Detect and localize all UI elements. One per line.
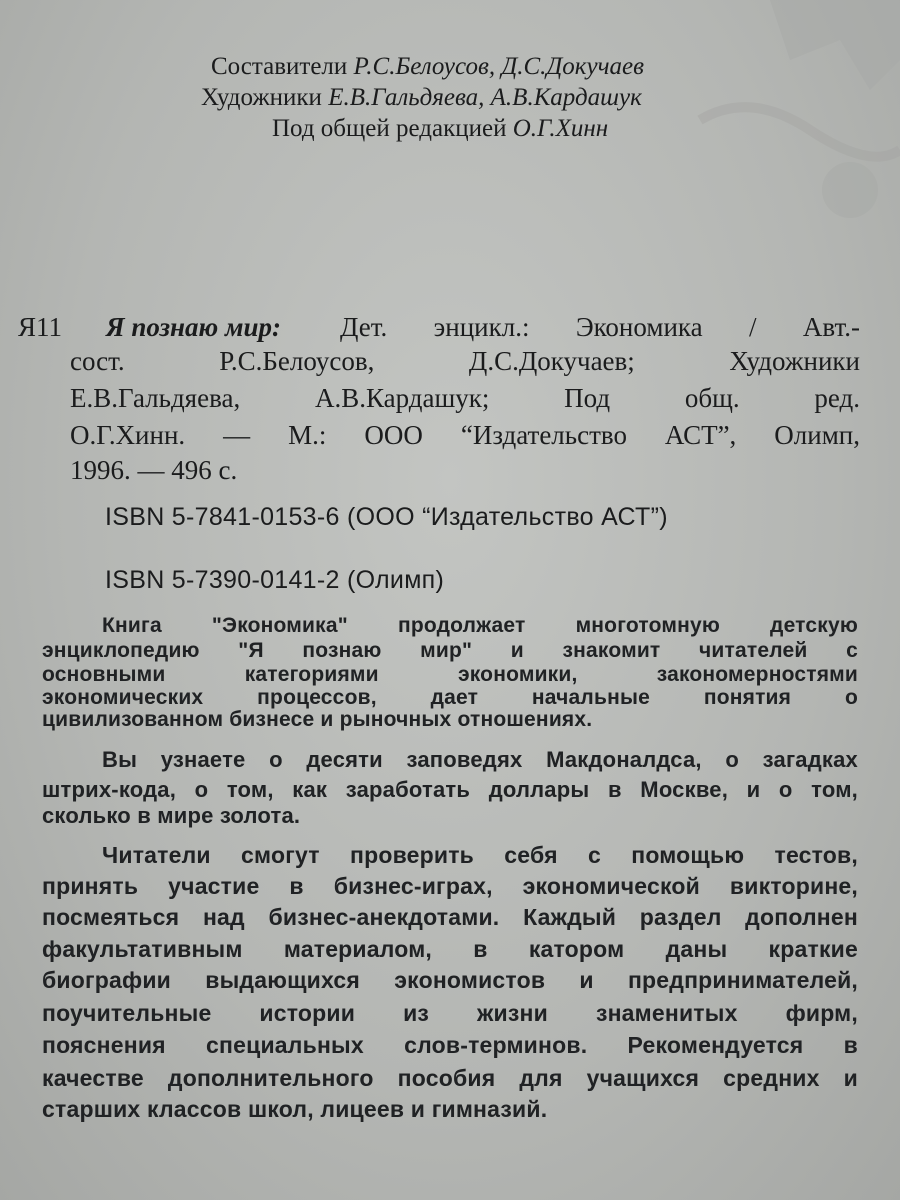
compilers-line [211, 51, 644, 82]
abstract-line: пояснения специальных слов-терминов. Рекомендуется в [42, 1032, 858, 1058]
bib-line: сост. Р.С.Белоусов, Д.С.Докучаев; Художники [70, 346, 860, 376]
abstract-line: Книга "Экономика" продолжает многотомную детскую [102, 614, 858, 637]
abstract-line: биографии выдающихся экономистов и предпринимателей, [42, 967, 858, 993]
bib-line: Е.В.Гальдяева, А.В.Кардашук; Под общ. ред. [70, 383, 860, 413]
bleed-through-illustration [640, 0, 900, 240]
abstract-line: Вы узнаете о десяти заповедях Макдоналдса, о загадках [102, 747, 858, 772]
abstract-line: цивилизованном бизнесе и рыночных отношениях. [42, 708, 593, 731]
editor-line [272, 113, 608, 144]
bib-line: Дет. энцикл.: Экономика / Авт.- [340, 312, 860, 342]
abstract-line: энциклопедию "Я познаю мир" и знакомит читателей с [42, 639, 858, 662]
editor-label: Под общей редакцией [272, 115, 507, 142]
isbn-olimp: ISBN 5-7390-0141-2 (Олимп) [105, 566, 445, 594]
editor-name: О.Г.Хинн [512, 115, 609, 142]
abstract-line: факультативным материалом, в катором даны краткие [42, 936, 858, 962]
abstract-line: принять участие в бизнес-играх, экономической викторине, [42, 873, 858, 899]
abstract-line: посмеяться над бизнес-анекдотами. Каждый раздел дополнен [42, 904, 858, 930]
bib-line: 1996. — 496 с. [70, 455, 238, 485]
abstract-line: сколько в мире золота. [42, 803, 301, 828]
abstract-line: старших классов школ, лицеев и гимназий. [42, 1096, 548, 1122]
abstract-line: Читатели смогут проверить себя с помощью тестов, [102, 842, 858, 868]
abstract-line: экономических процессов, дает начальные понятия о [42, 686, 858, 709]
artists-label: Художники [201, 84, 322, 111]
artists-line [201, 82, 642, 113]
abstract-line: поучительные истории из жизни знаменитых фирм, [42, 1000, 858, 1026]
compilers-names: Р.С.Белоусов, Д.С.Докучаев [353, 53, 644, 80]
isbn-ast: ISBN 5-7841-0153-6 (ООО “Издательство АСТ”) [105, 503, 668, 531]
abstract-line: штрих-кода, о том, как заработать доллары в Москве, и о том, [42, 777, 858, 802]
classification-code: Я11 [18, 312, 63, 342]
bib-line: О.Г.Хинн. — М.: ООО “Издательство АСТ”, Олимп, [70, 420, 860, 450]
abstract-line: основными категориями экономики, закономерностями [42, 663, 858, 686]
abstract-line: качестве дополнительного пособия для учащихся средних и [42, 1065, 858, 1091]
artists-names: Е.В.Гальдяева, А.В.Кардашук [328, 84, 642, 111]
compilers-label: Составители [211, 53, 348, 80]
book-title: Я познаю мир: [106, 312, 281, 342]
